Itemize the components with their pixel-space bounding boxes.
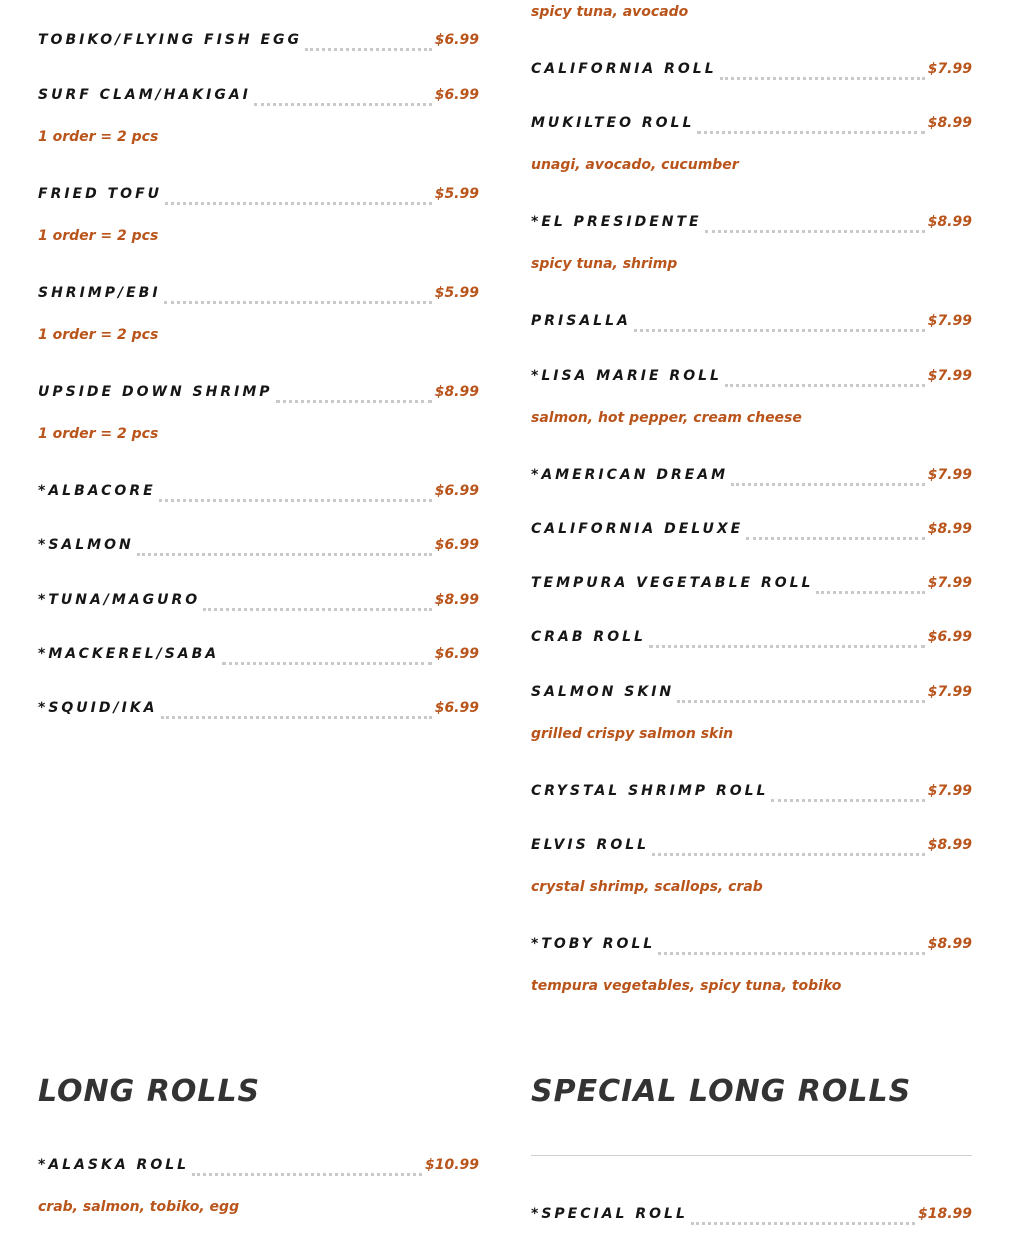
dotted-leader <box>771 799 924 802</box>
item-name: UPSIDE DOWN SHRIMP <box>38 384 273 400</box>
menu-item-crab-roll <box>531 626 972 648</box>
item-price: $8.99 <box>927 521 972 537</box>
item-price: $6.99 <box>434 700 479 716</box>
item-name: CALIFORNIA DELUXE <box>531 521 744 537</box>
item-note: unagi, avocado, cucumber <box>531 157 739 173</box>
item-price: $5.99 <box>434 285 479 301</box>
dotted-leader <box>731 483 925 486</box>
menu-item-crystal-shrimp-roll <box>531 780 972 802</box>
dotted-leader <box>720 77 925 80</box>
section-title-special-long-rolls: SPECIAL LONG ROLLS <box>531 1074 912 1109</box>
menu-item-california-deluxe <box>531 518 972 540</box>
item-note: crab, salmon, tobiko, egg <box>38 1199 240 1215</box>
dotted-leader <box>164 301 432 304</box>
dotted-leader <box>725 384 925 387</box>
dotted-leader <box>652 853 925 856</box>
item-name: SURF CLAM/HAKIGAI <box>38 87 251 103</box>
item-name: *TUNA/MAGURO <box>38 592 201 608</box>
item-note: salmon, hot pepper, cream cheese <box>531 410 802 426</box>
item-note: crystal shrimp, scallops, crab <box>531 879 763 895</box>
item-name: SHRIMP/EBI <box>38 285 161 301</box>
menu-item-alaska-roll <box>38 1154 479 1176</box>
item-price: $8.99 <box>927 115 972 131</box>
item-name: *SALMON <box>38 537 134 553</box>
item-name: *ALBACORE <box>38 483 156 499</box>
dotted-leader <box>677 700 925 703</box>
item-name: *SQUID/IKA <box>38 700 158 716</box>
menu-item-tuna-maguro <box>38 589 479 611</box>
menu-item-toby-roll <box>531 933 972 955</box>
dotted-leader <box>192 1173 422 1176</box>
item-price: $8.99 <box>434 592 479 608</box>
dotted-leader <box>634 329 925 332</box>
dotted-leader <box>165 202 432 205</box>
menu-item-special-roll <box>531 1203 972 1225</box>
item-price: $6.99 <box>434 646 479 662</box>
item-price: $7.99 <box>927 313 972 329</box>
menu-item-el-presidente <box>531 211 972 233</box>
dotted-leader <box>746 537 925 540</box>
item-price: $7.99 <box>927 467 972 483</box>
section-title-long-rolls: LONG ROLLS <box>38 1074 261 1109</box>
item-note: 1 order = 2 pcs <box>38 327 159 343</box>
item-name: CALIFORNIA ROLL <box>531 61 717 77</box>
dotted-leader <box>222 662 432 665</box>
item-name: *SPECIAL ROLL <box>531 1206 688 1222</box>
item-name: SALMON SKIN <box>531 684 675 700</box>
item-price: $6.99 <box>434 483 479 499</box>
menu-item-lisa-marie-roll <box>531 365 972 387</box>
item-price: $6.99 <box>927 629 972 645</box>
item-price: $8.99 <box>434 384 479 400</box>
dotted-leader <box>305 48 432 51</box>
item-name: CRAB ROLL <box>531 629 646 645</box>
dotted-leader <box>203 608 431 611</box>
item-price: $8.99 <box>927 936 972 952</box>
item-name: MUKILTEO ROLL <box>531 115 695 131</box>
item-name: *EL PRESIDENTE <box>531 214 702 230</box>
menu-item-american-dream <box>531 464 972 486</box>
menu-item-mukilteo-roll <box>531 112 972 134</box>
item-name: FRIED TOFU <box>38 186 162 202</box>
menu-item-albacore <box>38 480 479 502</box>
item-name: *MACKEREL/SABA <box>38 646 220 662</box>
item-note: 1 order = 2 pcs <box>38 228 159 244</box>
item-note: 1 order = 2 pcs <box>38 426 159 442</box>
item-price: $7.99 <box>927 575 972 591</box>
dotted-leader <box>816 591 924 594</box>
menu-item-surf-clam <box>38 84 479 106</box>
menu-item-mackerel-saba <box>38 643 479 665</box>
menu-item-prisalla <box>531 310 972 332</box>
item-price: $7.99 <box>927 61 972 77</box>
dotted-leader <box>254 103 432 106</box>
menu-item-tempura-vegetable-roll <box>531 572 972 594</box>
menu-item-salmon <box>38 534 479 556</box>
item-note: 1 order = 2 pcs <box>38 129 159 145</box>
item-name: *ALASKA ROLL <box>38 1157 190 1173</box>
item-name: *TOBY ROLL <box>531 936 656 952</box>
menu-item-upside-down-shrimp <box>38 381 479 403</box>
item-note: spicy tuna, avocado <box>531 4 689 20</box>
menu-item-california-roll <box>531 58 972 80</box>
dotted-leader <box>137 553 432 556</box>
item-price: $7.99 <box>927 368 972 384</box>
item-price: $7.99 <box>927 684 972 700</box>
item-price: $6.99 <box>434 32 479 48</box>
menu-item-shrimp-ebi <box>38 282 479 304</box>
dotted-leader <box>276 400 432 403</box>
item-price: $5.99 <box>434 186 479 202</box>
menu-item-tobiko <box>38 29 479 51</box>
dotted-leader <box>691 1222 915 1225</box>
section-divider <box>531 1155 972 1156</box>
item-price: $7.99 <box>927 783 972 799</box>
dotted-leader <box>658 952 924 955</box>
item-name: *AMERICAN DREAM <box>531 467 729 483</box>
dotted-leader <box>649 645 925 648</box>
item-price: $8.99 <box>927 214 972 230</box>
dotted-leader <box>705 230 925 233</box>
menu-item-elvis-roll <box>531 834 972 856</box>
item-price: $6.99 <box>434 87 479 103</box>
item-price: $6.99 <box>434 537 479 553</box>
item-price: $18.99 <box>917 1206 972 1222</box>
dotted-leader <box>161 716 432 719</box>
item-note: spicy tuna, shrimp <box>531 256 678 272</box>
dotted-leader <box>159 499 432 502</box>
item-name: TEMPURA VEGETABLE ROLL <box>531 575 814 591</box>
menu-item-salmon-skin <box>531 681 972 703</box>
item-name: PRISALLA <box>531 313 631 329</box>
item-name: ELVIS ROLL <box>531 837 650 853</box>
item-note: tempura vegetables, spicy tuna, tobiko <box>531 978 842 994</box>
item-price: $8.99 <box>927 837 972 853</box>
menu-item-fried-tofu <box>38 183 479 205</box>
item-price: $10.99 <box>424 1157 479 1173</box>
item-name: CRYSTAL SHRIMP ROLL <box>531 783 769 799</box>
item-name: *LISA MARIE ROLL <box>531 368 722 384</box>
item-note: grilled crispy salmon skin <box>531 726 734 742</box>
menu-item-squid-ika <box>38 697 479 719</box>
item-name: TOBIKO/FLYING FISH EGG <box>38 32 303 48</box>
dotted-leader <box>697 131 924 134</box>
